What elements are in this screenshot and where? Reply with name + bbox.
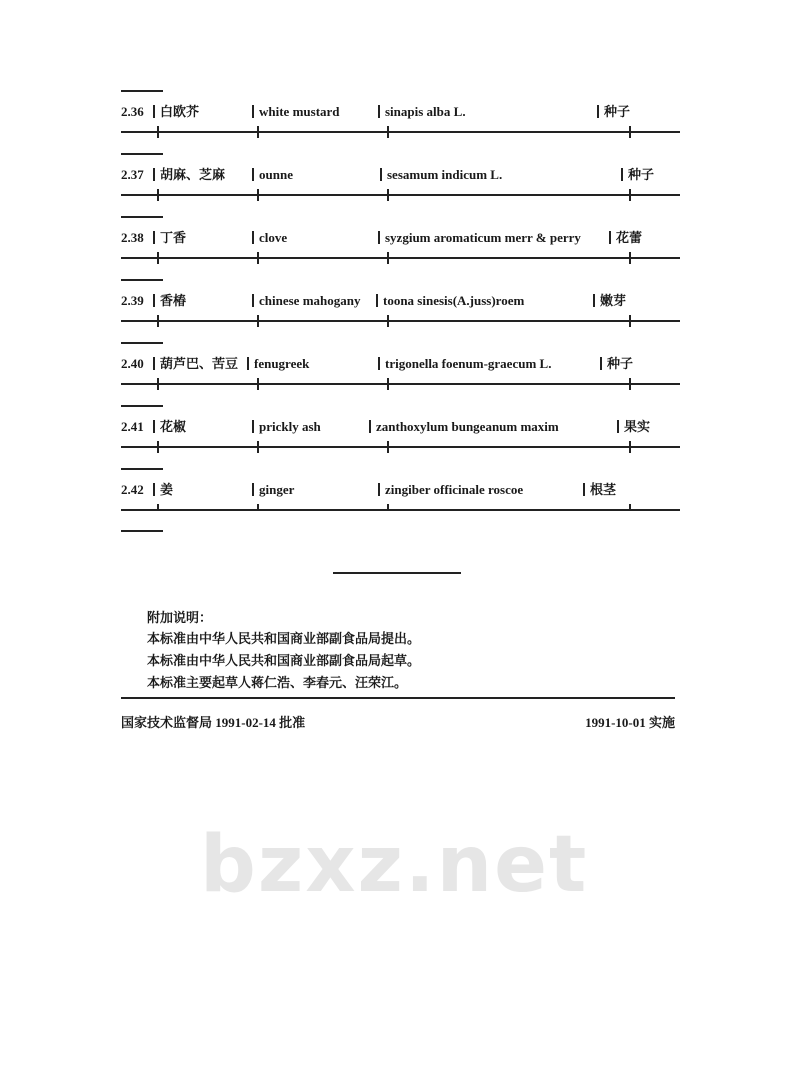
rule-tick [387,315,389,327]
row-rule [121,383,680,385]
rule-tick [157,378,159,390]
cell-part: 根茎 [583,482,616,498]
row-separator [121,279,163,281]
cell-cn: 葫芦巴、苦豆 [153,356,238,372]
cell-latin: toona sinesis(A.juss)roem [376,293,524,309]
rule-tick [629,504,631,511]
cell-en: ginger [252,482,294,498]
rule-tick [387,126,389,138]
row-separator [121,216,163,218]
cell-latin: zanthoxylum bungeanum maxim [369,419,559,435]
cell-en: chinese mahogany [252,293,360,309]
rule-tick [157,189,159,201]
rule-tick [157,504,159,511]
rule-tick [257,378,259,390]
cell-en: fenugreek [247,356,309,372]
row-number: 2.38 [121,230,144,245]
cell-en: ounne [252,167,293,183]
note-line: 本标准由中华人民共和国商业部副食品局起草。 [147,653,421,668]
rule-tick [157,441,159,453]
cell-cn: 花椒 [153,419,186,435]
rule-tick [257,441,259,453]
cell-latin: syzgium aromaticum merr & perry [378,230,581,246]
row-rule [121,257,680,259]
row-separator [121,153,163,155]
cell-part: 嫩芽 [593,293,626,309]
cell-latin: sesamum indicum L. [380,167,502,183]
note-line: 本标准主要起草人蒋仁浩、李春元、汪荣江。 [147,675,408,690]
row-number: 2.37 [121,167,144,182]
footer-effective: 1991-10-01 实施 [585,715,675,730]
cell-cn: 姜 [153,482,173,498]
cell-part: 种子 [600,356,633,372]
row-number: 2.39 [121,293,144,308]
rule-tick [629,252,631,264]
cell-cn: 白欧芥 [153,104,199,120]
row-separator [121,468,163,470]
cell-latin: zingiber officinale roscoe [378,482,523,498]
row-rule [121,131,680,133]
cell-en: clove [252,230,287,246]
cell-latin: sinapis alba L. [378,104,466,120]
rule-tick [257,504,259,511]
row-rule [121,320,680,322]
rule-tick [387,441,389,453]
row-rule [121,194,680,196]
rule-tick [257,126,259,138]
rule-tick [257,252,259,264]
row-number: 2.42 [121,482,144,497]
rule-tick [387,378,389,390]
cell-latin: trigonella foenum-graecum L. [378,356,551,372]
rule-tick [629,315,631,327]
cell-cn: 丁香 [153,230,186,246]
rule-tick [387,189,389,201]
rule-tick [629,378,631,390]
footer-approved: 国家技术监督局 1991-02-14 批准 [121,715,306,730]
row-number: 2.40 [121,356,144,371]
end-separator [333,572,461,574]
rule-tick [257,189,259,201]
rule-tick [387,504,389,511]
cell-part: 花蕾 [609,230,642,246]
notes-heading: 附加说明： [147,610,213,625]
cell-part: 果实 [617,419,650,435]
rule-tick [629,189,631,201]
row-separator [121,342,163,344]
rule-tick [157,315,159,327]
rule-tick [157,126,159,138]
rule-tick [157,252,159,264]
footer-rule [121,697,675,699]
rule-tick [629,441,631,453]
row-number: 2.36 [121,104,144,119]
row-rule [121,509,680,511]
rule-tick [387,252,389,264]
rule-tick [629,126,631,138]
cell-cn: 胡麻、芝麻 [153,167,225,183]
row-separator [121,405,163,407]
cell-en: prickly ash [252,419,321,435]
row-separator [121,90,163,92]
row-number: 2.41 [121,419,144,434]
cell-en: white mustard [252,104,340,120]
row-rule [121,446,680,448]
cell-part: 种子 [597,104,630,120]
note-line: 本标准由中华人民共和国商业部副食品局提出。 [147,631,421,646]
cell-part: 种子 [621,167,654,183]
watermark: bzxz.net [200,820,589,910]
row-separator [121,530,163,532]
rule-tick [257,315,259,327]
cell-cn: 香椿 [153,293,186,309]
